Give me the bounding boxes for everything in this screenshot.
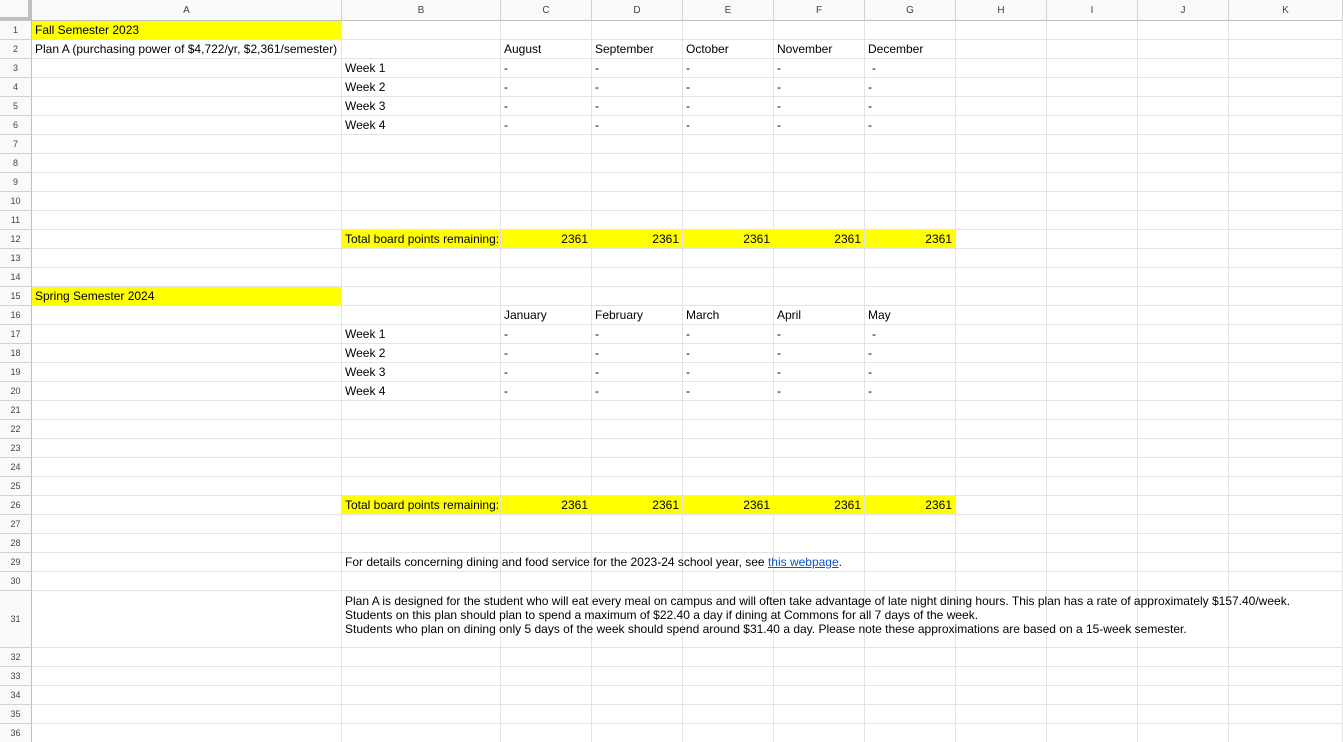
week-value[interactable]: - [686,365,690,379]
row-header-8[interactable]: 8 [0,154,32,173]
grid-row-line [32,172,1343,173]
column-header-f[interactable]: F [774,0,865,21]
week-value[interactable]: - [504,118,508,132]
row-header-18[interactable]: 18 [0,344,32,363]
grid-row-line [32,153,1343,154]
row-header-28[interactable]: 28 [0,534,32,553]
grid-row-line [32,666,1343,667]
row-header-1[interactable]: 1 [0,21,32,40]
row-header-7[interactable]: 7 [0,135,32,154]
row-header-9[interactable]: 9 [0,173,32,192]
grid-row-line [32,571,1343,572]
row-header-14[interactable]: 14 [0,268,32,287]
plan-note-line: Plan A is designed for the student who will eat every meal on campus and will often take advantage of late night dining hours. This plan has a rate of approximately $157.40/week. [345,594,1291,608]
total-points-value[interactable]: 2361 [774,230,864,248]
week-value[interactable]: - [595,99,599,113]
grid-row-line [32,267,1343,268]
grid-row-line [32,704,1343,705]
dining-details[interactable] [342,553,1242,571]
week-value[interactable]: - [504,61,508,75]
week-label[interactable]: Week 2 [345,346,386,360]
total-points-value[interactable]: 2361 [592,230,682,248]
details-suffix: . [838,555,842,569]
week-value[interactable]: - [686,346,690,360]
column-header-a[interactable]: A [32,0,342,21]
month-header[interactable]: February [595,308,644,322]
week-value[interactable]: - [595,327,599,341]
row-header-27[interactable]: 27 [0,515,32,534]
row-header-10[interactable]: 10 [0,192,32,211]
column-header-i[interactable]: I [1047,0,1138,21]
week-value[interactable]: - [777,384,781,398]
row-header-26[interactable]: 26 [0,496,32,515]
week-value[interactable]: - [777,99,781,113]
grid-row-line [32,647,1343,648]
row-header-23[interactable]: 23 [0,439,32,458]
spring-semester-title[interactable]: Spring Semester 2024 [32,287,341,305]
week-value[interactable]: - [868,346,872,360]
grid-row-line [32,419,1343,420]
row-header-6[interactable]: 6 [0,116,32,135]
week-value[interactable]: - [868,118,872,132]
grid-row-line [32,533,1343,534]
row-header-24[interactable]: 24 [0,458,32,477]
row-header-34[interactable]: 34 [0,686,32,705]
total-points-value[interactable]: 2361 [683,230,773,248]
week-label[interactable]: Week 4 [345,118,386,132]
total-points-value[interactable]: 2361 [501,230,591,248]
week-value[interactable]: - [595,80,599,94]
row-header-33[interactable]: 33 [0,667,32,686]
week-value[interactable]: - [868,99,872,113]
month-header[interactable]: May [868,308,891,322]
grid-row-line [32,248,1343,249]
row-header-22[interactable]: 22 [0,420,32,439]
week-value[interactable]: - [504,80,508,94]
week-value[interactable]: - [777,80,781,94]
week-value[interactable]: - [595,365,599,379]
week-value[interactable]: - [868,80,872,94]
plan-note-line: Students who plan on dining only 5 days of the week should spend around $31.40 a day. Please note these approximations are based on a 15-week semester. [345,622,1187,636]
grid-row-line [32,457,1343,458]
row-header-5[interactable]: 5 [0,97,32,116]
week-value[interactable]: - [595,118,599,132]
week-label[interactable]: Week 3 [345,99,386,113]
select-all-corner[interactable] [0,0,32,21]
column-header-b[interactable]: B [342,0,501,21]
week-value[interactable]: - [504,384,508,398]
week-value[interactable]: - [504,365,508,379]
week-value[interactable]: - [686,99,690,113]
row-header-19[interactable]: 19 [0,363,32,382]
month-header[interactable]: September [595,42,654,56]
grid-row-line [32,476,1343,477]
total-points-label[interactable]: Total board points remaining: [342,496,500,514]
grid-row-line [32,685,1343,686]
week-value[interactable]: - [595,346,599,360]
total-points-value[interactable]: 2361 [592,496,682,514]
total-points-label[interactable]: Total board points remaining: [342,230,500,248]
week-value[interactable]: - [686,61,690,75]
row-header-15[interactable]: 15 [0,287,32,306]
row-header-13[interactable]: 13 [0,249,32,268]
grid-row-line [32,723,1343,724]
week-label[interactable]: Week 3 [345,365,386,379]
plan-notes-cell[interactable] [342,591,1307,647]
row-header-4[interactable]: 4 [0,78,32,97]
grid-row-line [32,210,1343,211]
month-header[interactable]: January [504,308,547,322]
week-value[interactable]: - [595,384,599,398]
week-value[interactable]: - [872,327,876,341]
row-header-21[interactable]: 21 [0,401,32,420]
column-header-c[interactable]: C [501,0,592,21]
week-label[interactable]: Week 4 [345,384,386,398]
row-header-11[interactable]: 11 [0,211,32,230]
week-value[interactable]: - [686,118,690,132]
row-header-20[interactable]: 20 [0,382,32,401]
week-value[interactable]: - [686,80,690,94]
week-value[interactable]: - [872,61,876,75]
total-points-value[interactable]: 2361 [865,496,955,514]
grid-row-line [32,134,1343,135]
row-header-17[interactable]: 17 [0,325,32,344]
week-value[interactable]: - [777,327,781,341]
row-header-35[interactable]: 35 [0,705,32,724]
week-value[interactable]: - [868,384,872,398]
grid-row-line [32,400,1343,401]
week-value[interactable]: - [504,99,508,113]
week-value[interactable]: - [686,384,690,398]
column-header-j[interactable]: J [1138,0,1229,21]
week-value[interactable]: - [777,118,781,132]
week-value[interactable]: - [868,365,872,379]
grid-row-line [32,514,1343,515]
week-value[interactable]: - [777,346,781,360]
row-header-25[interactable]: 25 [0,477,32,496]
row-header-12[interactable]: 12 [0,230,32,249]
total-points-value[interactable]: 2361 [865,230,955,248]
plan-description[interactable]: Plan A (purchasing power of $4,722/yr, $2,361/semester) [35,42,338,56]
column-header-g[interactable]: G [865,0,956,21]
column-header-h[interactable]: H [956,0,1047,21]
month-header[interactable]: October [686,42,729,56]
total-points-value[interactable]: 2361 [501,496,591,514]
details-text: For details concerning dining and food service for the 2023-24 school year, see [345,555,768,569]
month-header[interactable]: March [686,308,720,322]
week-value[interactable]: - [504,346,508,360]
column-header-d[interactable]: D [592,0,683,21]
total-points-value[interactable]: 2361 [683,496,773,514]
plan-note-line: Students on this plan should plan to spend a maximum of $22.40 a day if dining at Commons for all 7 days of the week. [345,608,979,622]
row-header-32[interactable]: 32 [0,648,32,667]
column-header-e[interactable]: E [683,0,774,21]
month-header[interactable]: November [777,42,833,56]
row-header-36[interactable]: 36 [0,724,32,742]
month-header[interactable]: August [504,42,542,56]
row-header-30[interactable]: 30 [0,572,32,591]
fall-semester-title[interactable]: Fall Semester 2023 [32,21,341,39]
grid-row-line [32,438,1343,439]
total-points-value[interactable]: 2361 [774,496,864,514]
row-header-16[interactable]: 16 [0,306,32,325]
row-header-31[interactable]: 31 [0,591,32,648]
week-value[interactable]: - [686,327,690,341]
column-header-k[interactable]: K [1229,0,1343,21]
month-header[interactable]: December [868,42,924,56]
details-webpage-link[interactable]: this webpage [767,555,839,569]
row-header-2[interactable]: 2 [0,40,32,59]
row-header-3[interactable]: 3 [0,59,32,78]
week-value[interactable]: - [777,365,781,379]
row-header-29[interactable]: 29 [0,553,32,572]
grid-row-line [32,191,1343,192]
week-label[interactable]: Week 1 [345,61,386,75]
week-label[interactable]: Week 1 [345,327,386,341]
month-header[interactable]: April [777,308,802,322]
week-value[interactable]: - [777,61,781,75]
week-value[interactable]: - [595,61,599,75]
week-value[interactable]: - [504,327,508,341]
week-label[interactable]: Week 2 [345,80,386,94]
